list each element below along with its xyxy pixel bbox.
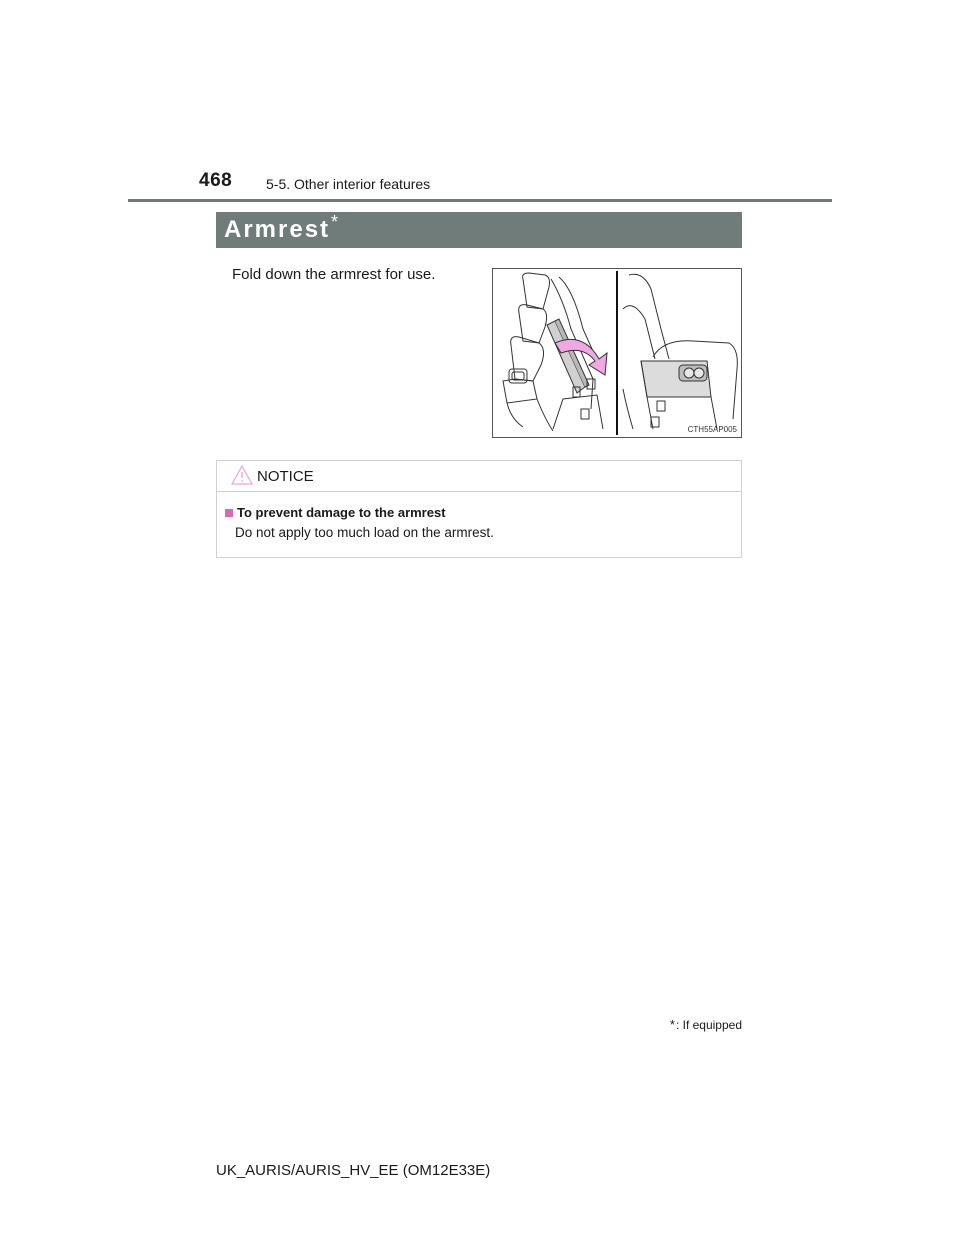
notice-subheading-text: To prevent damage to the armrest — [237, 505, 446, 520]
section-title: 5-5. Other interior features — [266, 176, 431, 192]
notice-box — [216, 460, 742, 558]
notice-subheading — [225, 505, 446, 520]
armrest-illustration — [492, 268, 742, 438]
notice-text: Do not apply too much load on the armrest. — [235, 525, 494, 540]
footnote-mark: * — [669, 1017, 675, 1032]
instruction-text: Fold down the armrest for use. — [232, 266, 436, 283]
notice-header — [217, 461, 741, 492]
if-equipped-mark: * — [331, 212, 341, 232]
armrest-drawing — [493, 269, 741, 437]
page-title — [224, 212, 341, 244]
figure-code: CTH55AP005 — [687, 425, 737, 434]
warning-triangle-icon — [231, 465, 253, 485]
footer-model-code: UK_AURIS/AURIS_HV_EE (OM12E33E) — [216, 1162, 491, 1179]
header-divider — [128, 199, 832, 202]
page-title-text: Armrest — [224, 216, 331, 243]
bullet-square-icon — [225, 509, 233, 517]
footnote-text: : If equipped — [675, 1017, 742, 1032]
notice-label: NOTICE — [257, 468, 314, 485]
footnote — [670, 1017, 742, 1032]
section-heading-bar — [216, 212, 742, 248]
page-number: 468 — [199, 170, 233, 191]
